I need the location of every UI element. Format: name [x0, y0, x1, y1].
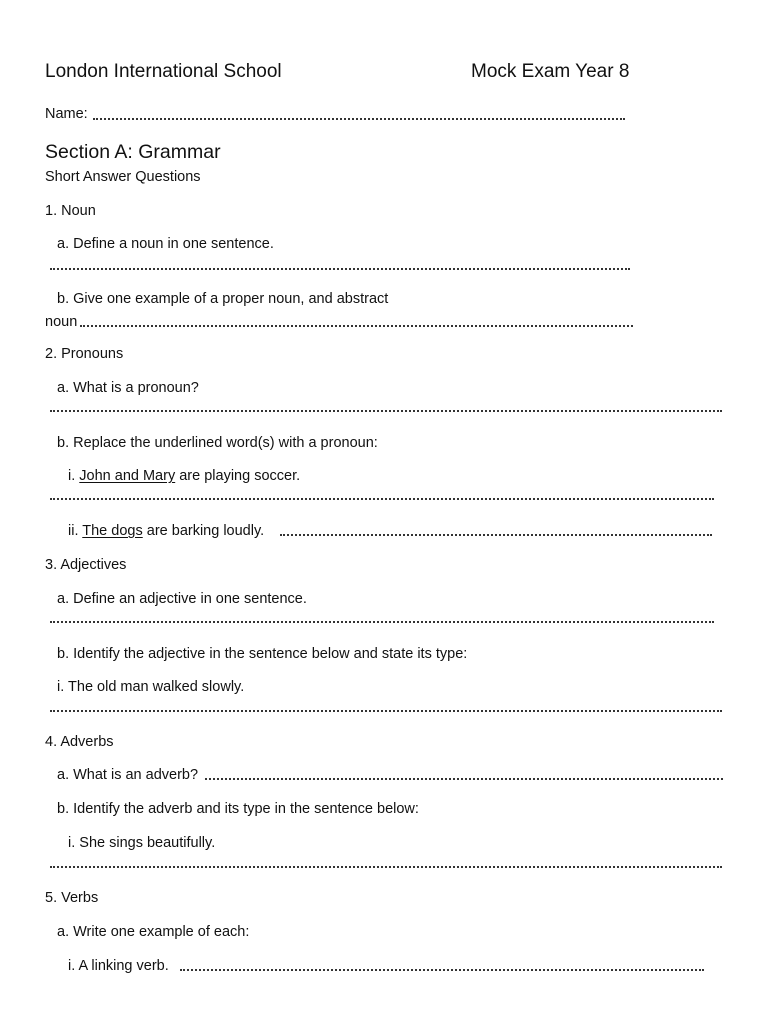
q4-title: 4. Adverbs — [45, 734, 114, 750]
q2-b-i-answer-line[interactable] — [50, 498, 714, 500]
q2-b: b. Replace the underlined word(s) with a pronoun: — [57, 435, 378, 451]
q3-b-i: i. The old man walked slowly. — [57, 679, 245, 695]
q1-b-answer-line[interactable] — [80, 325, 633, 327]
q2-b-ii-underlined: The dogs — [82, 523, 143, 539]
q2-title: 2. Pronouns — [45, 346, 124, 362]
q1-b-cont: noun — [45, 314, 78, 330]
q2-b-i-num: i. — [68, 468, 76, 484]
q4-b-i: i. She sings beautifully. — [68, 835, 216, 851]
q3-a-answer-line[interactable] — [50, 621, 714, 623]
exam-title: Mock Exam Year 8 — [471, 61, 630, 82]
q4-a-answer-line[interactable] — [205, 778, 723, 780]
q2-b-ii — [68, 522, 264, 540]
q1-b: b. Give one example of a proper noun, and abstract — [57, 291, 389, 307]
q3-b: b. Identify the adjective in the sentence below and state its type: — [57, 646, 468, 662]
name-label: Name: — [45, 106, 88, 122]
q2-a: a. What is a pronoun? — [57, 380, 199, 396]
q5-a: a. Write one example of each: — [57, 924, 250, 940]
q5-title: 5. Verbs — [45, 890, 99, 906]
q1-title: 1. Noun — [45, 203, 96, 219]
q2-b-i-rest: are playing soccer. — [179, 468, 301, 484]
q4-a: a. What is an adverb? — [57, 767, 199, 783]
q5-a-i-answer-line[interactable] — [180, 969, 704, 971]
q2-a-answer-line[interactable] — [50, 410, 722, 412]
q3-title: 3. Adjectives — [45, 557, 127, 573]
q5-a-i: i. A linking verb. — [68, 958, 169, 974]
q1-a: a. Define a noun in one sentence. — [57, 236, 274, 252]
q4-b-answer-line[interactable] — [50, 866, 722, 868]
name-answer-line[interactable] — [93, 118, 625, 120]
q3-b-answer-line[interactable] — [50, 710, 722, 712]
q2-b-ii-num: ii. — [68, 523, 79, 539]
q1-a-answer-line[interactable] — [50, 268, 630, 270]
q2-b-i-underlined: John and Mary — [79, 468, 176, 484]
q2-b-i — [68, 467, 300, 485]
section-subtitle: Short Answer Questions — [45, 169, 201, 185]
section-title: Section A: Grammar — [45, 141, 221, 163]
school-name: London International School — [45, 61, 282, 82]
q3-a: a. Define an adjective in one sentence. — [57, 591, 307, 607]
q2-b-ii-rest: are barking loudly. — [146, 523, 265, 539]
q4-b: b. Identify the adverb and its type in the sentence below: — [57, 801, 419, 817]
q2-b-ii-answer-line[interactable] — [280, 534, 712, 536]
